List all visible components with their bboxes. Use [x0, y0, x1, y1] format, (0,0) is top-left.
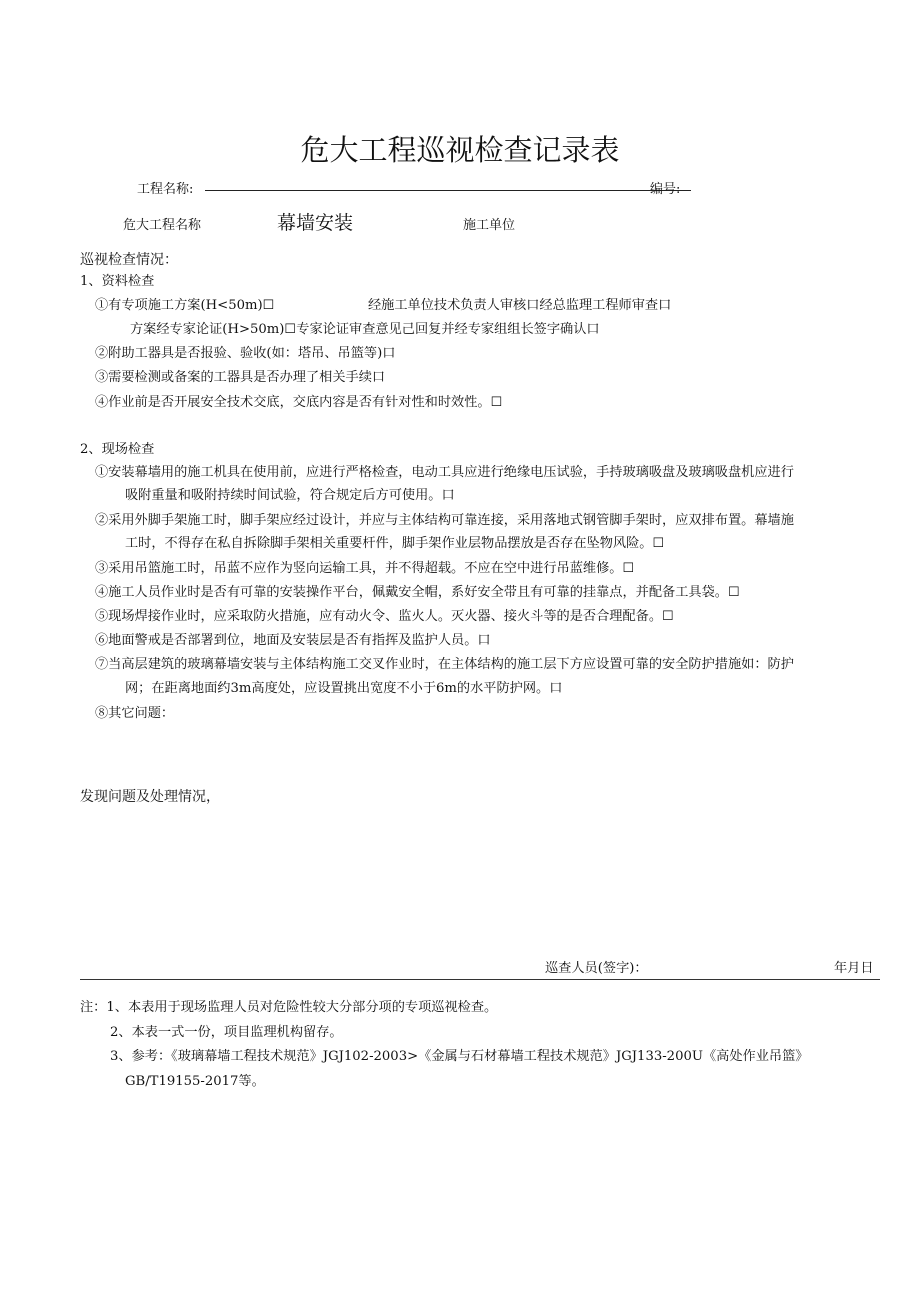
note-line: 3、参考：《玻璃幕墙工程技术规范》JGJ102-2003>《金属与石材幕墙工程技术规范》JGJ133-200U《高处作业吊篮》 — [110, 1049, 809, 1064]
date-label: 年月日 — [834, 961, 874, 976]
site-line: ④施工人员作业时是否有可靠的安装操作平台，佩戴安全帽，系好安全带且有可靠的挂靠点，并配备工具袋。☐ — [95, 585, 740, 600]
hazard-project-label: 危大工程名称 — [123, 218, 202, 233]
note-line: 2、本表一式一份，项目监理机构留存。 — [110, 1025, 343, 1040]
hazard-project-value: 幕墙安装 — [277, 212, 354, 234]
inspector-signature-label: 巡查人员(签字)： — [545, 961, 648, 976]
site-line: 工时，不得存在私自拆除脚手架相关重要杆件，脚手架作业层物品摆放是否存在坠物风险。☐ — [125, 536, 665, 551]
project-name-underline — [205, 190, 691, 191]
site-line: ⑧其它问题： — [95, 706, 175, 721]
doc-line: ④作业前是否开展安全技术交底，交底内容是否有针对性和时效性。☐ — [95, 395, 503, 410]
doc-line: ①有专项施工方案(H<50m)☐ — [95, 298, 275, 313]
site-line: ①安装幕墙用的施工机具在使用前，应进行严格检查，电动工具应进行绝缘电压试验，手持玻璃吸盘及玻璃吸盘机应进行 — [95, 465, 794, 480]
site-line: ⑥地面警戒是否部署到位，地面及安装层是否有指挥及监护人员。口 — [95, 633, 491, 648]
inspection-heading: 巡视检查情况： — [80, 252, 178, 268]
documents-heading: 1、资料检查 — [80, 274, 155, 289]
doc-line: 方案经专家论证(H>50m)☐专家论证审查意见己回复并经专家组组长签字确认口 — [130, 322, 600, 337]
doc-line: ③需要检测或备案的工器具是否办理了相关手续口 — [95, 370, 386, 385]
page-title: 危大工程巡视检查记录表 — [300, 133, 620, 167]
note-line: 注：1、本表用于现场监理人员对危险性较大分部分项的专项巡视检查。 — [80, 1000, 498, 1015]
findings-heading: 发现问题及处理情况， — [80, 789, 220, 805]
note-line: GB/T19155-2017等。 — [125, 1074, 265, 1089]
site-line: 网；在距离地面约3m高度处，应设置挑出宽度不小于6m的水平防护网。口 — [125, 681, 563, 696]
site-line: ③采用吊篮施工时，吊蓝不应作为竖向运输工具，并不得超载。不应在空中进行吊蓝维修。☐ — [95, 561, 635, 576]
contractor-label: 施工单位 — [463, 218, 516, 233]
site-line: ②采用外脚手架施工时，脚手架应经过设计，并应与主体结构可靠连接，采用落地式钢管脚手架时，应双排布置。幕墙施 — [95, 513, 794, 528]
number-label: 编号: — [650, 182, 681, 197]
project-name-label: 工程名称: — [137, 182, 194, 197]
signature-divider — [80, 979, 880, 980]
site-line: 吸附重量和吸附持续时间试验，符合规定后方可使用。口 — [125, 488, 455, 503]
site-line: ⑤现场焊接作业时，应采取防火措施，应有动火令、监火人。灭火器、接火斗等的是否合理配备。☐ — [95, 609, 674, 624]
doc-line: ②附助工器具是否报验、验收(如：塔吊、吊篮等)口 — [95, 346, 396, 361]
site-heading: 2、现场检查 — [80, 442, 155, 457]
site-line: ⑦当高层建筑的玻璃幕墙安装与主体结构施工交叉作业时，在主体结构的施工层下方应设置可靠的安全防护措施如：防护 — [95, 657, 794, 672]
doc-line: 经施工单位技术负责人审核口经总监理工程师审查口 — [368, 298, 672, 313]
